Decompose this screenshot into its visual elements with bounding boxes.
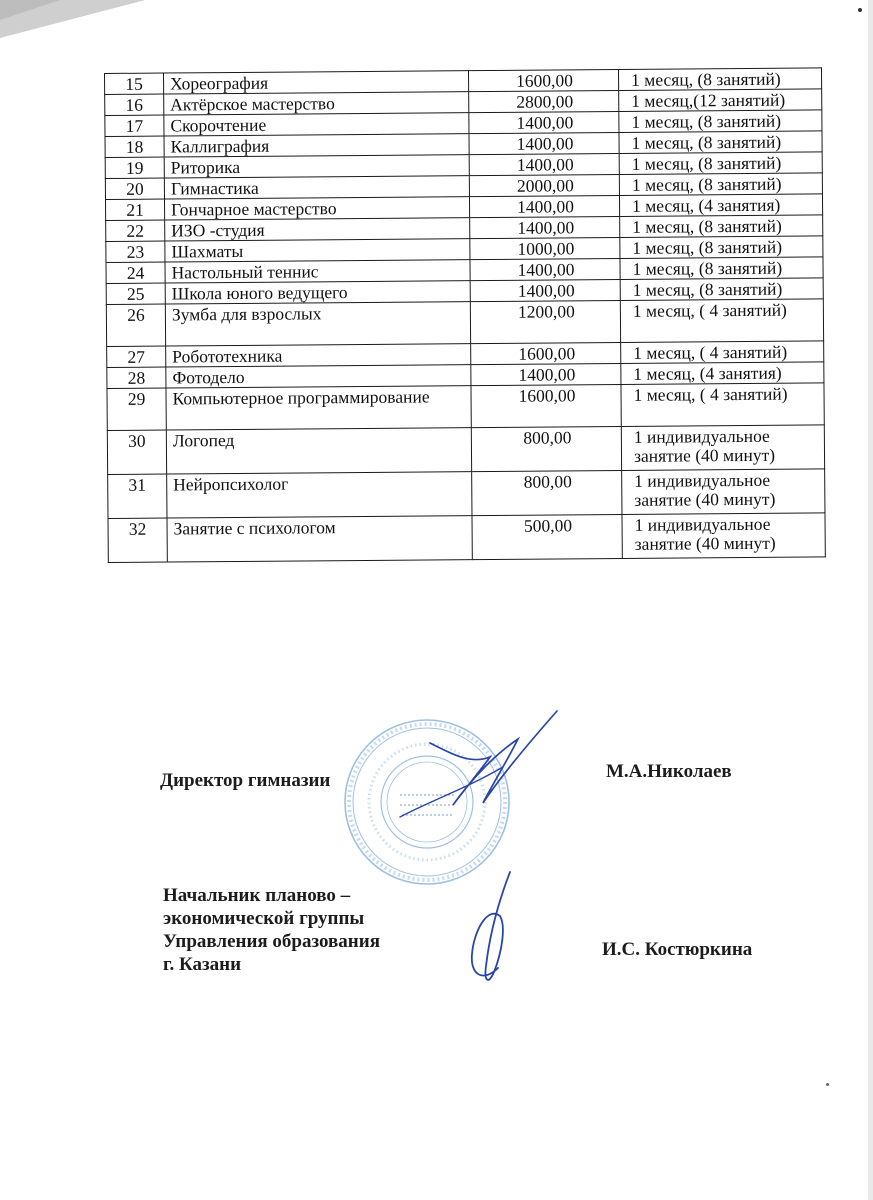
service-name: Логопед [166, 428, 471, 474]
service-price: 1400,00 [470, 258, 620, 280]
service-term: 1 месяц, (8 занятий) [619, 131, 822, 154]
service-name: Шахматы [165, 239, 470, 262]
director-title: Директор гимназии [160, 770, 331, 791]
service-term: 1 месяц, ( 4 занятий) [621, 341, 824, 364]
service-term: 1 месяц, (8 занятий) [619, 110, 822, 133]
service-price: 1400,00 [470, 279, 620, 301]
service-name: Риторика [164, 155, 469, 178]
table-row [106, 299, 823, 347]
service-price: 1600,00 [471, 384, 621, 427]
service-price: 1400,00 [469, 132, 619, 154]
row-number: 19 [105, 157, 164, 178]
service-term: 1 месяц, (8 занятий) [620, 278, 823, 301]
table-row [108, 469, 825, 519]
service-price: 1000,00 [470, 237, 620, 259]
service-price: 800,00 [471, 426, 621, 471]
service-name: Фотоделo [166, 365, 471, 388]
service-term: 1 месяц,(12 занятий) [619, 89, 822, 112]
row-number: 28 [107, 367, 166, 388]
service-term: 1 месяц, (8 занятий) [620, 215, 823, 238]
director-name: М.А.Николаев [606, 761, 732, 782]
scan-shadow-corner [0, 0, 873, 40]
row-number: 18 [105, 136, 164, 157]
head-signature-icon [458, 868, 528, 993]
service-term: 1 месяц, (8 занятий) [620, 236, 823, 259]
service-name: Зумба для взрослых [165, 302, 470, 346]
service-term: 1 индивидуальное занятие (40 минут) [622, 513, 825, 559]
service-price: 2800,00 [469, 90, 619, 112]
row-number: 29 [107, 388, 166, 430]
row-number: 21 [105, 199, 164, 220]
service-name: Школа юного ведущего [165, 281, 470, 304]
row-number: 32 [108, 518, 167, 562]
service-term: 1 месяц, (4 занятия) [619, 194, 822, 217]
head-title-line-1: Начальник планово – [163, 885, 351, 906]
head-name: И.С. Костюркина [602, 939, 753, 960]
service-term: 1 месяц, (4 занятия) [621, 362, 824, 385]
service-name: ИЗО -студия [165, 218, 470, 241]
director-signature-icon [395, 705, 565, 820]
row-number: 27 [107, 346, 166, 367]
scan-right-edge [868, 0, 873, 1200]
head-title-line-3: Управления образования [163, 931, 380, 952]
row-number: 26 [106, 304, 165, 346]
service-name: Компьютерное программирование [166, 386, 471, 430]
service-name: Занятие с психологом [167, 516, 472, 562]
row-number: 17 [105, 115, 164, 136]
service-name: Робототехника [166, 344, 471, 367]
service-name: Нейропсихолог [167, 472, 472, 518]
row-number: 31 [108, 474, 167, 518]
row-number: 15 [105, 73, 164, 94]
table-row [107, 425, 824, 475]
service-name: Актёрское мастерство [164, 92, 469, 115]
service-price: 1200,00 [470, 300, 620, 343]
service-term: 1 индивидуальное занятие (40 минут) [622, 469, 825, 515]
service-price: 1400,00 [469, 195, 619, 217]
row-number: 22 [106, 220, 165, 241]
service-price: 1600,00 [471, 342, 621, 364]
table-row [108, 513, 825, 563]
service-price: 1400,00 [470, 216, 620, 238]
service-price: 1400,00 [471, 363, 621, 385]
service-term: 1 месяц, ( 4 занятий) [620, 299, 823, 343]
service-price: 1600,00 [468, 69, 618, 91]
service-name: Настольный теннис [165, 260, 470, 283]
service-term: 1 месяц, ( 4 занятий) [621, 383, 824, 427]
price-table [104, 67, 826, 563]
service-price: 500,00 [472, 514, 622, 559]
scan-speck [858, 8, 862, 12]
service-term: 1 месяц, (8 занятий) [619, 173, 822, 196]
service-price: 1400,00 [469, 111, 619, 133]
service-price: 800,00 [472, 470, 622, 515]
row-number: 30 [107, 430, 166, 474]
service-term: 1 месяц, (8 занятий) [620, 257, 823, 280]
service-term: 1 месяц, (8 занятий) [619, 152, 822, 175]
service-term: 1 индивидуальное занятие (40 минут) [621, 425, 824, 471]
service-name: Хореография [164, 71, 469, 94]
row-number: 25 [106, 283, 165, 304]
row-number: 16 [105, 94, 164, 115]
row-number: 23 [106, 241, 165, 262]
service-term: 1 месяц, (8 занятий) [618, 68, 821, 91]
service-name: Гимнастика [164, 176, 469, 199]
service-price: 2000,00 [469, 174, 619, 196]
table-row [107, 383, 824, 431]
head-title-line-2: экономической группы [163, 908, 365, 929]
service-name: Скорочтение [164, 113, 469, 136]
service-price: 1400,00 [469, 153, 619, 175]
scan-speck [826, 1083, 829, 1086]
row-number: 20 [105, 178, 164, 199]
head-title-line-4: г. Казани [163, 954, 242, 975]
row-number: 24 [106, 262, 165, 283]
service-name: Гончарное мастерство [164, 197, 469, 220]
service-name: Каллиграфия [164, 134, 469, 157]
